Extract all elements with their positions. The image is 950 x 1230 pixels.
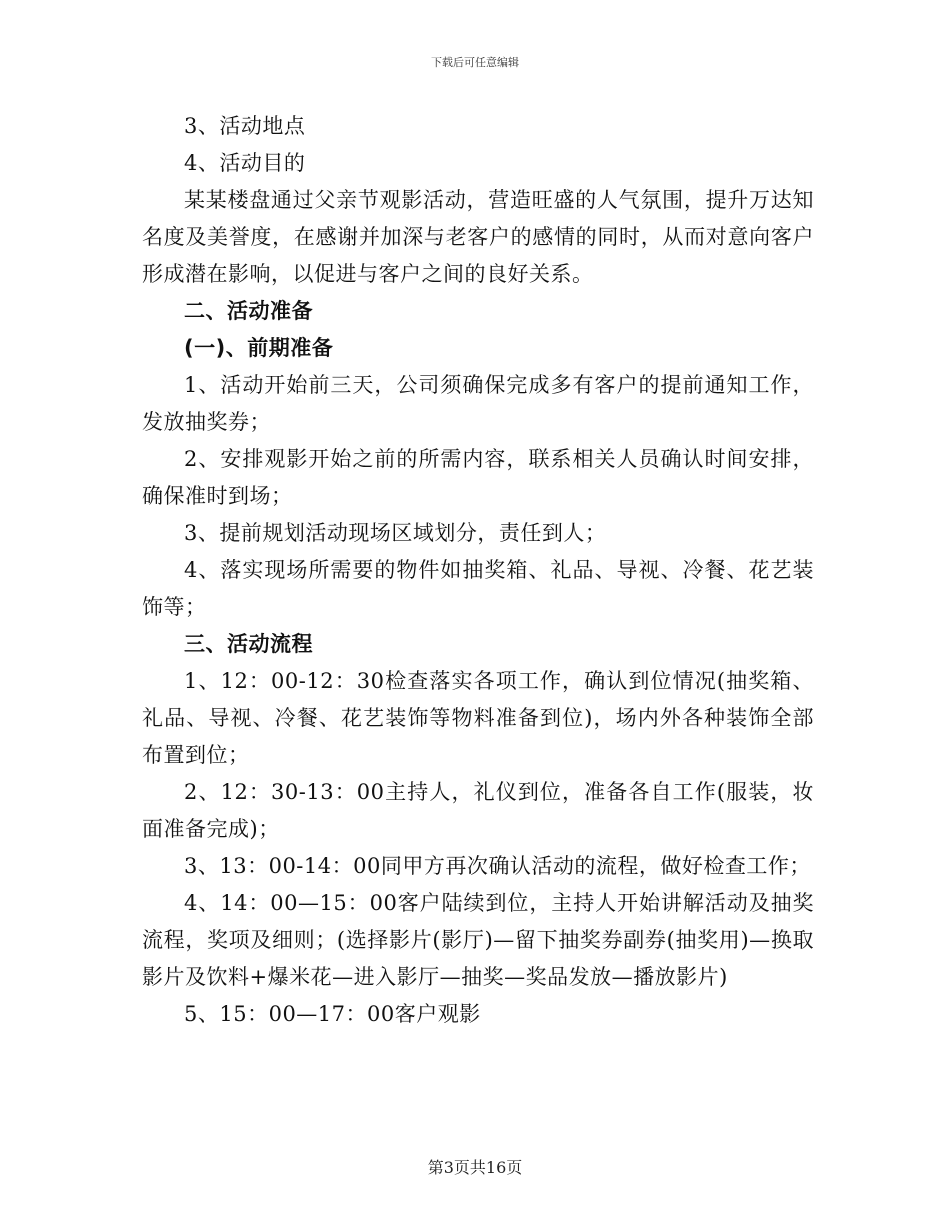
paragraph: 3、13：00-14：00同甲方再次确认活动的流程，做好检查工作； bbox=[184, 854, 811, 878]
paragraph: 4、落实现场所需要的物件如抽奖箱、礼品、导视、冷餐、花艺装饰等； bbox=[142, 558, 814, 619]
paragraph: 1、12：00-12：30检查落实各项工作，确认到位情况(抽奖箱、礼品、导视、冷餐、花艺装饰等物料准备到位)，场内外各种装饰全部布置到位； bbox=[142, 669, 814, 767]
document-body bbox=[142, 108, 814, 1033]
section-heading: 三、活动流程 bbox=[184, 632, 313, 656]
page-header: 下载后可任意编辑 bbox=[431, 56, 519, 69]
paragraph: 1、活动开始前三天，公司须确保完成多有客户的提前通知工作，发放抽奖券； bbox=[142, 373, 814, 434]
paragraph: 3、提前规划活动现场区域划分，责任到人； bbox=[184, 521, 607, 545]
section-heading: 二、活动准备 bbox=[184, 299, 313, 323]
page-number: 第3页共16页 bbox=[427, 1158, 523, 1177]
paragraph: 3、活动地点 bbox=[184, 114, 306, 138]
paragraph: 5、15：00—17：00客户观影 bbox=[184, 1002, 481, 1026]
paragraph: 2、12：30-13：00主持人，礼仪到位，准备各自工作(服装，妆面准备完成)； bbox=[142, 780, 814, 841]
paragraph: 4、活动目的 bbox=[184, 151, 306, 175]
paragraph: 2、安排观影开始之前的所需内容，联系相关人员确认时间安排，确保准时到场； bbox=[142, 447, 814, 508]
paragraph: 4、14：00—15：00客户陆续到位，主持人开始讲解活动及抽奖流程，奖项及细则；(选择影片(影厅)—留下抽奖券副券(抽奖用)—换取影片及饮料+爆米花—进入影厅—抽奖—奖品发放—播放影片) bbox=[142, 891, 814, 989]
paragraph: 某某楼盘通过父亲节观影活动，营造旺盛的人气氛围，提升万达知名度及美誉度，在感谢并加深与老客户的感情的同时，从而对意向客户形成潜在影响，以促进与客户之间的良好关系。 bbox=[142, 188, 814, 286]
subsection-heading: (一)、前期准备 bbox=[184, 336, 334, 360]
